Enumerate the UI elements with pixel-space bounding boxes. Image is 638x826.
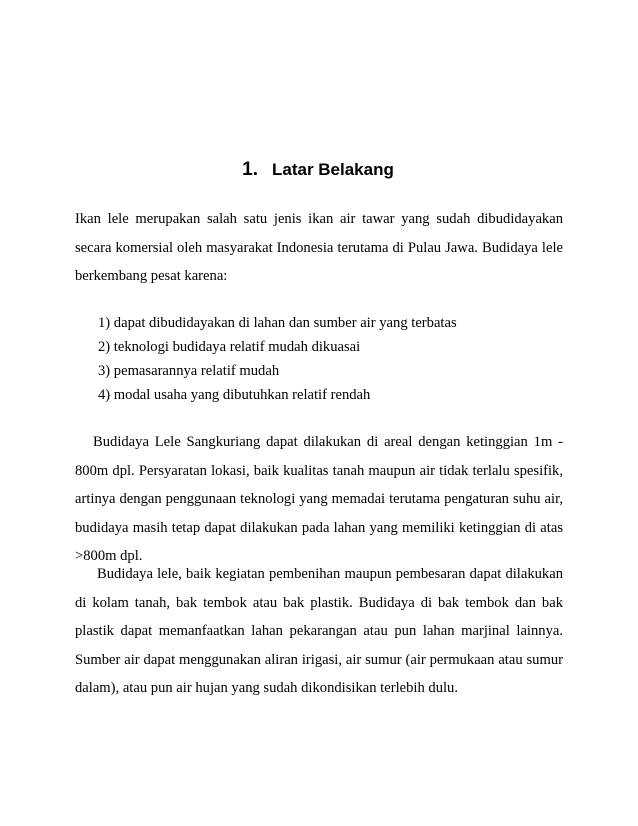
reason-item: 3) pemasarannya relatif mudah xyxy=(98,363,280,379)
section-title: Latar Belakang xyxy=(271,160,394,179)
intro-paragraph: Ikan lele merupakan salah satu jenis ikan air tawar yang sudah dibudidayakan secara komersial oleh masyarakat Indonesia terutama di Pulau Jawa. Budidaya lele berkembang pesat karena: xyxy=(75,211,563,284)
reason-item: 1) dapat dibudidayakan di lahan dan sumber air yang terbatas xyxy=(98,315,457,331)
location-paragraph: Budidaya Lele Sangkuriang dapat dilakukan di areal dengan ketinggian 1m - 800m dpl. Persyaratan lokasi, baik kualitas tanah maupun air tidak terlalu spesifik, artinya dengan penggunaan teknologi yang memadai terutama pengaturan suhu air, budidaya masih tetap dapat dilakukan pada lahan yang memiliki ketinggian di atas >800m dpl. xyxy=(75,434,563,564)
reasons-list xyxy=(98,311,457,407)
reason-item: 4) modal usaha yang dibutuhkan relatif rendah xyxy=(98,387,371,403)
section-number: 1. xyxy=(242,159,258,180)
section-heading xyxy=(0,158,638,182)
reason-item: 2) teknologi budidaya relatif mudah dikuasai xyxy=(98,339,361,355)
pond-paragraph: Budidaya lele, baik kegiatan pembenihan maupun pembesaran dapat dilakukan di kolam tanah, bak tembok atau bak plastik. Budidaya di bak tembok dan bak plastik dapat memanfaatkan lahan pekarangan atau pun lahan marjinal lainnya. Sumber air dapat menggunakan aliran irigasi, air sumur (air permukaan atau sumur dalam), atau pun air hujan yang sudah dikondisikan terlebih dulu. xyxy=(75,566,563,696)
